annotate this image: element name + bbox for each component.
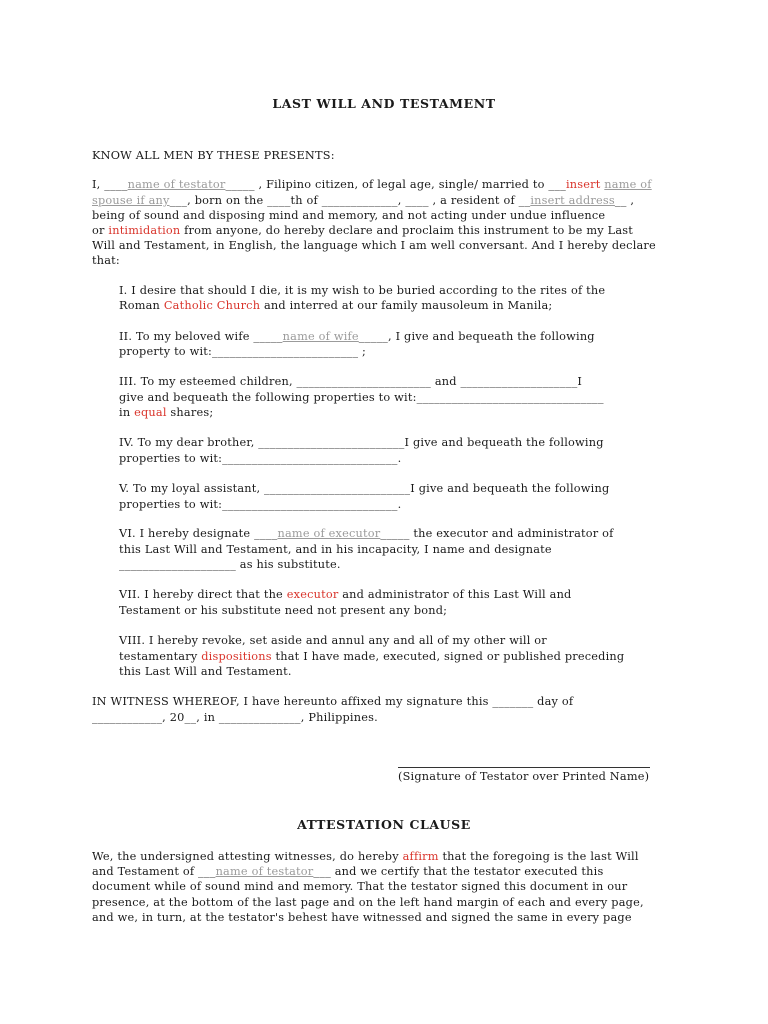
opening-line-4: or intimidation from anyone, do hereby declare and proclaim this instrument to be my Last: [92, 224, 634, 237]
placeholder-testator-name-2: name of testator: [215, 865, 314, 878]
attestation-line-4: presence, at the bottom of the last page and on the left hand margin of each and every page,: [92, 896, 644, 909]
item-3-line-3: in equal shares;: [119, 406, 214, 419]
item-6-line-2: this Last Will and Testament, and in his incapacity, I name and designate: [119, 543, 552, 556]
item-8-line-2: testamentary dispositions that I have made, executed, signed or published preceding: [119, 650, 625, 663]
item-1-line-2: Roman Catholic Church and interred at our family mausoleum in Manila;: [119, 299, 553, 312]
placeholder-executor-name: name of executor: [277, 527, 381, 540]
item-1-line-1: I. I desire that should I die, it is my wish to be buried according to the rites of the: [119, 284, 606, 297]
signature-caption: (Signature of Testator over Printed Name): [398, 770, 650, 783]
item-7-line-2: Testament or his substitute need not present any bond;: [119, 604, 448, 617]
placeholder-address: insert address: [530, 194, 615, 207]
attestation-line-3: document while of sound mind and memory. That the testator signed this document in our: [92, 880, 628, 893]
item-3-line-2: give and bequeath the following properties to wit:________________________________: [119, 391, 604, 404]
witness-line-1: IN WITNESS WHEREOF, I have hereunto affixed my signature this _______ day of: [92, 695, 574, 708]
item-7-line-1: VII. I hereby direct that the executor and administrator of this Last Will and: [119, 588, 572, 601]
document-title: LAST WILL AND TESTAMENT: [272, 96, 496, 111]
witness-line-2: ____________, 20__, in ______________, Philippines.: [92, 711, 378, 724]
opening-line-3: being of sound and disposing mind and memory, and not acting under undue influence: [92, 209, 606, 222]
placeholder-spouse-name: name of: [604, 178, 652, 191]
placeholder-spouse: spouse if any: [92, 194, 170, 207]
item-6-line-3: ____________________ as his substitute.: [119, 558, 341, 571]
item-5-line-1: V. To my loyal assistant, _________________________I give and bequeath the following: [119, 482, 610, 495]
item-8-line-3: this Last Will and Testament.: [119, 665, 292, 678]
item-4-line-1: IV. To my dear brother, _________________________I give and bequeath the following: [119, 436, 604, 449]
intro-line: KNOW ALL MEN BY THESE PRESENTS:: [92, 149, 335, 162]
signature-line: [398, 767, 650, 768]
attestation-line-2: and Testament of ___name of testator___ and we certify that the testator executed this: [92, 865, 604, 878]
item-2-line-2: property to wit:_________________________ ;: [119, 345, 367, 358]
opening-line-6: that:: [92, 254, 120, 267]
opening-line-2: spouse if any___, born on the ____th of _____________, ____ , a resident of __insert address__ ,: [92, 194, 635, 207]
attestation-line-5: and we, in turn, at the testator's behest have witnessed and signed the same in every page: [92, 911, 632, 924]
item-8-line-1: VIII. I hereby revoke, set aside and annul any and all of my other will or: [119, 634, 547, 647]
item-4-line-2: properties to wit:______________________________.: [119, 452, 402, 465]
opening-line-1: I, ____name of testator_____ , Filipino citizen, of legal age, single/ married to ___insert name of: [92, 178, 652, 191]
attestation-line-1: We, the undersigned attesting witnesses, do hereby affirm that the foregoing is the last Will: [92, 850, 639, 863]
item-2-line-1: II. To my beloved wife _____name of wife_____, I give and bequeath the following: [119, 330, 595, 343]
attestation-heading: ATTESTATION CLAUSE: [297, 817, 471, 832]
item-3-line-1: III. To my esteemed children, _______________________ and ____________________I: [119, 375, 583, 388]
placeholder-wife-name: name of wife: [282, 330, 359, 343]
placeholder-testator-name: name of testator: [127, 178, 226, 191]
item-6-line-1: VI. I hereby designate ____name of executor_____ the executor and administrator of: [119, 527, 614, 540]
opening-line-5: Will and Testament, in English, the language which I am well conversant. And I hereby declare: [92, 239, 656, 252]
item-5-line-2: properties to wit:______________________________.: [119, 498, 402, 511]
